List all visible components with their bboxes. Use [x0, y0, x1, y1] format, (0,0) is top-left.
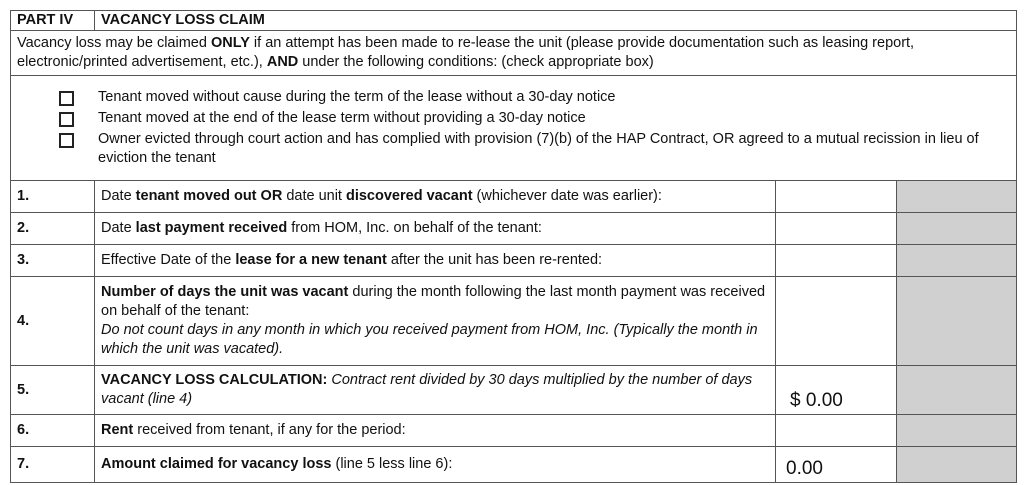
vacancy-loss-form — [10, 10, 1017, 483]
line-4-row — [11, 277, 1017, 366]
line-7-row — [11, 447, 1017, 483]
line-6-label: Rent received from tenant, if any for the period: — [95, 415, 776, 447]
condition-checkbox-3[interactable] — [59, 133, 74, 148]
shaded-cell — [897, 415, 1017, 447]
line-number: 2. — [11, 213, 95, 245]
section-header — [11, 11, 1017, 31]
intro-row — [11, 31, 1017, 76]
line-6-input[interactable] — [776, 415, 897, 447]
line-2-label: Date last payment received from HOM, Inc. on behalf of the tenant: — [95, 213, 776, 245]
line-number: 6. — [11, 415, 95, 447]
condition-label-1: Tenant moved without cause during the term of the lease without a 30-day notice — [98, 89, 616, 105]
condition-item — [11, 130, 1010, 168]
shaded-cell — [897, 277, 1017, 366]
line-2-input[interactable] — [776, 213, 897, 245]
line-5-value[interactable]: $ 0.00 — [776, 366, 897, 415]
line-1-label: Date tenant moved out OR date unit discovered vacant (whichever date was earlier): — [95, 181, 776, 213]
line-number: 3. — [11, 245, 95, 277]
line-1-row — [11, 181, 1017, 213]
shaded-cell — [897, 366, 1017, 415]
shaded-cell — [897, 213, 1017, 245]
line-3-label: Effective Date of the lease for a new tenant after the unit has been re-rented: — [95, 245, 776, 277]
conditions-list — [11, 76, 1017, 181]
line-5-label: VACANCY LOSS CALCULATION: Contract rent divided by 30 days multiplied by the number of days vacant (line 4) — [95, 366, 776, 415]
line-2-row — [11, 213, 1017, 245]
condition-item — [11, 109, 1010, 128]
intro-text: Vacancy loss may be claimed ONLY if an attempt has been made to re-lease the unit (please provide documentation such as leasing report, electronic/printed advertisement, etc.), AND under the following conditions: (check appropriate box) — [11, 31, 1017, 76]
line-number: 7. — [11, 447, 95, 483]
shaded-cell — [897, 447, 1017, 483]
line-number: 4. — [11, 277, 95, 366]
shaded-cell — [897, 181, 1017, 213]
condition-label-2: Tenant moved at the end of the lease term without providing a 30-day notice — [98, 110, 586, 126]
condition-checkbox-1[interactable] — [59, 91, 74, 106]
condition-label-3: Owner evicted through court action and has complied with provision (7)(b) of the HAP Contract, OR agreed to a mutual recission in lieu of eviction the tenant — [98, 131, 979, 166]
line-number: 5. — [11, 366, 95, 415]
line-7-label: Amount claimed for vacancy loss (line 5 less line 6): — [95, 447, 776, 483]
line-6-row — [11, 415, 1017, 447]
condition-item — [11, 88, 1010, 107]
condition-checkbox-2[interactable] — [59, 112, 74, 127]
section-title: VACANCY LOSS CLAIM — [95, 11, 1017, 31]
shaded-cell — [897, 245, 1017, 277]
conditions-row — [11, 76, 1017, 181]
line-3-input[interactable] — [776, 245, 897, 277]
line-4-label: Number of days the unit was vacant during the month following the last month payment was received on behalf of the tenant: Do not count days in any month in which you received payment from HOM, Inc. (Typically the month in which the unit was vacated). — [95, 277, 776, 366]
line-3-row — [11, 245, 1017, 277]
line-7-value[interactable]: 0.00 — [776, 447, 897, 483]
line-4-input[interactable] — [776, 277, 897, 366]
line-number: 1. — [11, 181, 95, 213]
line-1-input[interactable] — [776, 181, 897, 213]
part-label: PART IV — [11, 11, 95, 31]
line-5-row — [11, 366, 1017, 415]
